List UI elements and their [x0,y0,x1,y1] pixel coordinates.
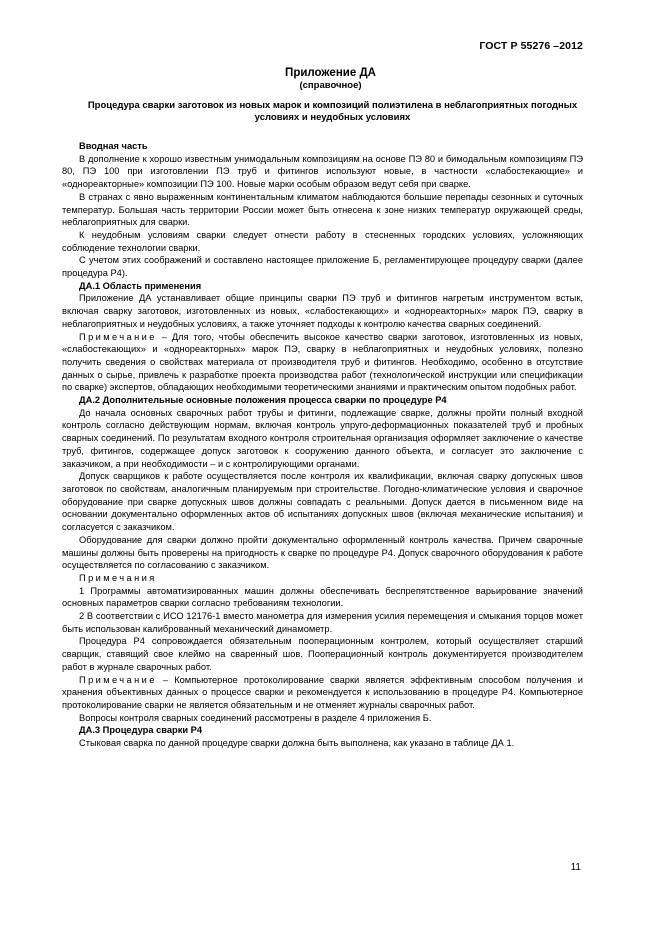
section-heading: ДА.1 Область применения [79,280,202,291]
note: 1 Программы автоматизированных машин должны обеспечивать беспрепятственное варьирование значений основных параметров сварки согласно требованиям технологии. [62,585,583,609]
note-label: Примечание [79,674,157,685]
paragraph: С учетом этих соображений и составлено настоящее приложение Б, регламентирующее процедуру сварки (далее процедура Р4). [62,255,583,279]
paragraph: Приложение ДА устанавливает общие принципы сварки ПЭ труб и фитингов нагретым инструментом встык, включая сварку заготовок, изготовленных из новых, «слабостекающих» и «однореакторных» марок ПЭ, сварку в неблагоприятных и неудобных условиях, а также уточняет подходы к контролю качества сварных соединений. [62,293,583,329]
procedure-title: Процедура сварки заготовок из новых марок и композиций полиэтилена в неблагоприятных погодных условиях и неудобных условиях [87,100,578,123]
note: 2 В соответствии с ИСО 12176-1 вместо манометра для измерения усилия перемещения и смыкания торцов может быть использован калиброванный механический динамометр. [62,611,583,634]
paragraph: В дополнение к хорошо известным унимодальным композициям на основе ПЭ 80 и бимодальным композициям ПЭ 80, ПЭ 100 при изготовлении ПЭ труб и фитингов используют новые, в частности «слабостекающие» и «однореакторные» композиции ПЭ 100. Новые марки особым образом ведут себя при сварке. [62,153,583,190]
paragraph: Вопросы контроля сварных соединений рассмотрены в разделе 4 приложения Б. [79,712,432,723]
paragraph: Допуск сварщиков к работе осуществляется после контроля их квалификации, включая сварку допускных швов заготовок по свойствам, аналогичным планируемым при строительстве. Погодно-климатические условия и сварочное оборудование при сварке допускных швов должны совпадать с реальными. Допуск дается в письменном виде на основании документально оформленных актов об испытаниях допускных швов (включая механические испытания) и согласуется с заказчиком. [62,471,583,533]
note-label: Примечание [79,331,157,342]
note [62,331,583,395]
paragraph: К неудобным условиям сварки следует отнести работу в стесненных городских условиях, усложняющих соблюдение технологии сварки. [62,229,583,253]
note [62,674,583,712]
document-body [62,140,583,750]
appendix-title-block [0,66,661,92]
paragraph: Процедура Р4 сопровождается обязательным пооперационным контролем, который осуществляет старший сварщик, ставящий свое клеймо на сваренный шов. Пооперационный контроль документируется производителем работ в журнале сварочных работ. [62,636,583,672]
paragraph: Оборудование для сварки должно пройти документально оформленный контроль качества. Причем сварочные машины должны быть проверены на пригодность к сварке по процедуре Р4. Допуск сварочного оборудования к работе осуществляется по согласованию с заказчиком. [62,534,583,571]
paragraph: Стыковая сварка по данной процедуре сварки должна быть выполнена, как указано в таблице ДА 1. [79,738,515,749]
note-text: – Компьютерное протоколирование сварки является эффективным способом получения и хранения объективных данных о процессе сварки и рекомендуется к использованию в процедуре Р4. Компьютерное протоколирование сварки не является обязательным и не отменяет журналы сварочных работ. [62,674,583,710]
page-number: 11 [570,862,581,873]
paragraph: В странах с явно выраженным континентальным климатом наблюдаются большие перепады сезонных и суточных температур. Большая часть территории России может быть отнесена к зоне низких температур окружающей среды, неблагоприятных для сварки. [62,191,583,228]
appendix-title: Приложение ДА [285,67,376,79]
note-text: – Для того, чтобы обеспечить высокое качество сварки заготовок, изготовленных из новых, «слабостекающих» и «однореакторных» марок ПЭ, сварку в неблагоприятных и неудобных условиях, полезно получить сведения о свойствах материала от производителя труб и фитингов. Необходимо, особенно в отсутствие данных о сырье, привлечь к разработке проекта производства работ (технологической инструкции или спецификации по сварке) экспертов, обладающих необходимыми теоретическими знаниями и практическим опытом подобных работ. [62,331,583,393]
appendix-subtitle: (справочное) [299,80,362,91]
notes-label-text: Примечания [79,572,157,583]
standard-code: ГОСТ Р 55276 –2012 [479,40,583,52]
intro-heading: Вводная часть [79,141,148,151]
section-heading: ДА.2 Дополнительные основные положения процесса сварки по процедуре Р4 [79,395,447,406]
paragraph: До начала основных сварочных работ трубы и фитинги, подлежащие сварке, должны пройти полный входной контроль согласно действующим нормам, включая контроль упруго-деформационных показателей труб и пробных сварных соединений. По результатам входного контроля строительная организация оформляет заключение о качестве труб, фитингов, содержащее допуск заготовок к сооружению данного объекта, и согласует это заключение с заказчиком, а при необходимости – и с контролирующими органами. [62,407,583,469]
section-heading: ДА.3 Процедура сварки Р4 [79,725,203,736]
notes-label [62,572,583,585]
